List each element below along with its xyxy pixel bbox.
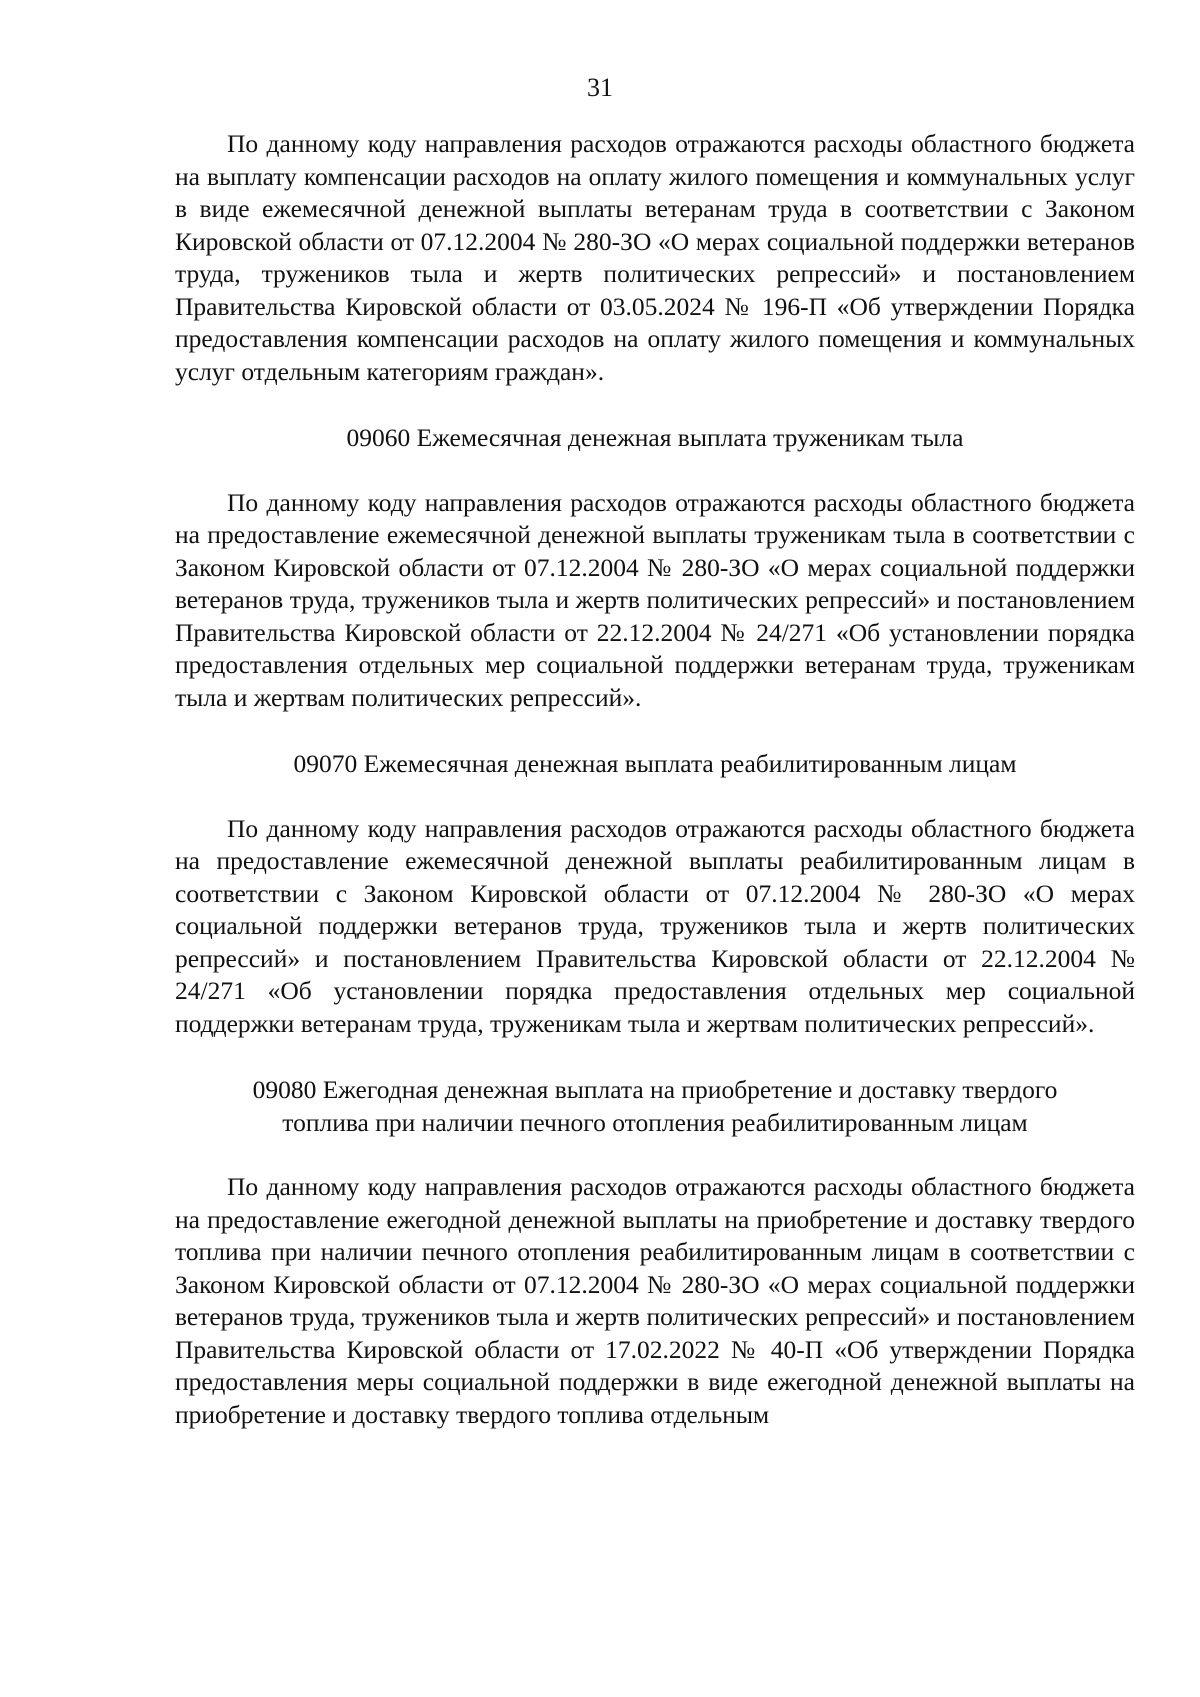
document-body	[175, 128, 1135, 1431]
section-heading-09060: 09060 Ежемесячная денежная выплата труженикам тыла	[346, 423, 964, 452]
section-heading-09080: 09080 Ежегодная денежная выплата на приобретение и доставку твердого топлива при наличии печного отопления реабилитированным лицам	[252, 1075, 1058, 1137]
page-number: 31	[587, 73, 613, 102]
section-heading-09070: 09070 Ежемесячная денежная выплата реабилитированным лицам	[293, 749, 1017, 778]
paragraph-solid-fuel: По данному коду направления расходов отражаются расходы областного бюджета на предоставление ежегодной денежной выплаты на приобретение и доставку твердого топлива при наличии печного отопления реабилитированным лицам в соответствии с Законом Кировской области от 07.12.2004 № 280-ЗО «О мерах социальной поддержки ветеранов труда, тружеников тыла и жертв политических репрессий» и постановлением Правительства Кировской области от 17.02.2022 № 40-П «Об утверждении Порядка предоставления меры социальной поддержки в виде ежегодной денежной выплаты на приобретение и доставку твердого топлива отдельным	[175, 1172, 1135, 1429]
paragraph-rehabilitated-monthly: По данному коду направления расходов отражаются расходы областного бюджета на предоставление ежемесячной денежной выплаты реабилитированным лицам в соответствии с Законом Кировской области от 07.12.2004 № 280-ЗО «О мерах социальной поддержки ветеранов труда, тружеников тыла и жертв политических репрессий» и постановлением Правительства Кировской области от 22.12.2004 № 24/271 «Об установлении порядка предоставления отдельных мер социальной поддержки ветеранам труда, труженикам тыла и жертвам политических репрессий».	[175, 813, 1135, 1038]
paragraph-home-front-workers: По данному коду направления расходов отражаются расходы областного бюджета на предоставление ежемесячной денежной выплаты труженикам тыла в соответствии с Законом Кировской области от 07.12.2004 № 280-ЗО «О мерах социальной поддержки ветеранов труда, тружеников тыла и жертв политических репрессий» и постановлением Правительства Кировской области от 22.12.2004 № 24/271 «Об установлении порядка предоставления отдельных мер социальной поддержки ветеранам труда, труженикам тыла и жертвам политических репрессий».	[175, 487, 1135, 712]
paragraph-compensation-housing: По данному коду направления расходов отражаются расходы областного бюджета на выплату компенсации расходов на оплату жилого помещения и коммунальных услуг в виде ежемесячной денежной выплаты ветеранам труда в соответствии с Законом Кировской области от 07.12.2004 № 280-ЗО «О мерах социальной поддержки ветеранов труда, тружеников тыла и жертв политических репрессий» и постановлением Правительства Кировской области от 03.05.2024 № 196-П «Об утверждении Порядка предоставления компенсации расходов на оплату жилого помещения и коммунальных услуг отдельным категориям граждан».	[175, 129, 1135, 386]
